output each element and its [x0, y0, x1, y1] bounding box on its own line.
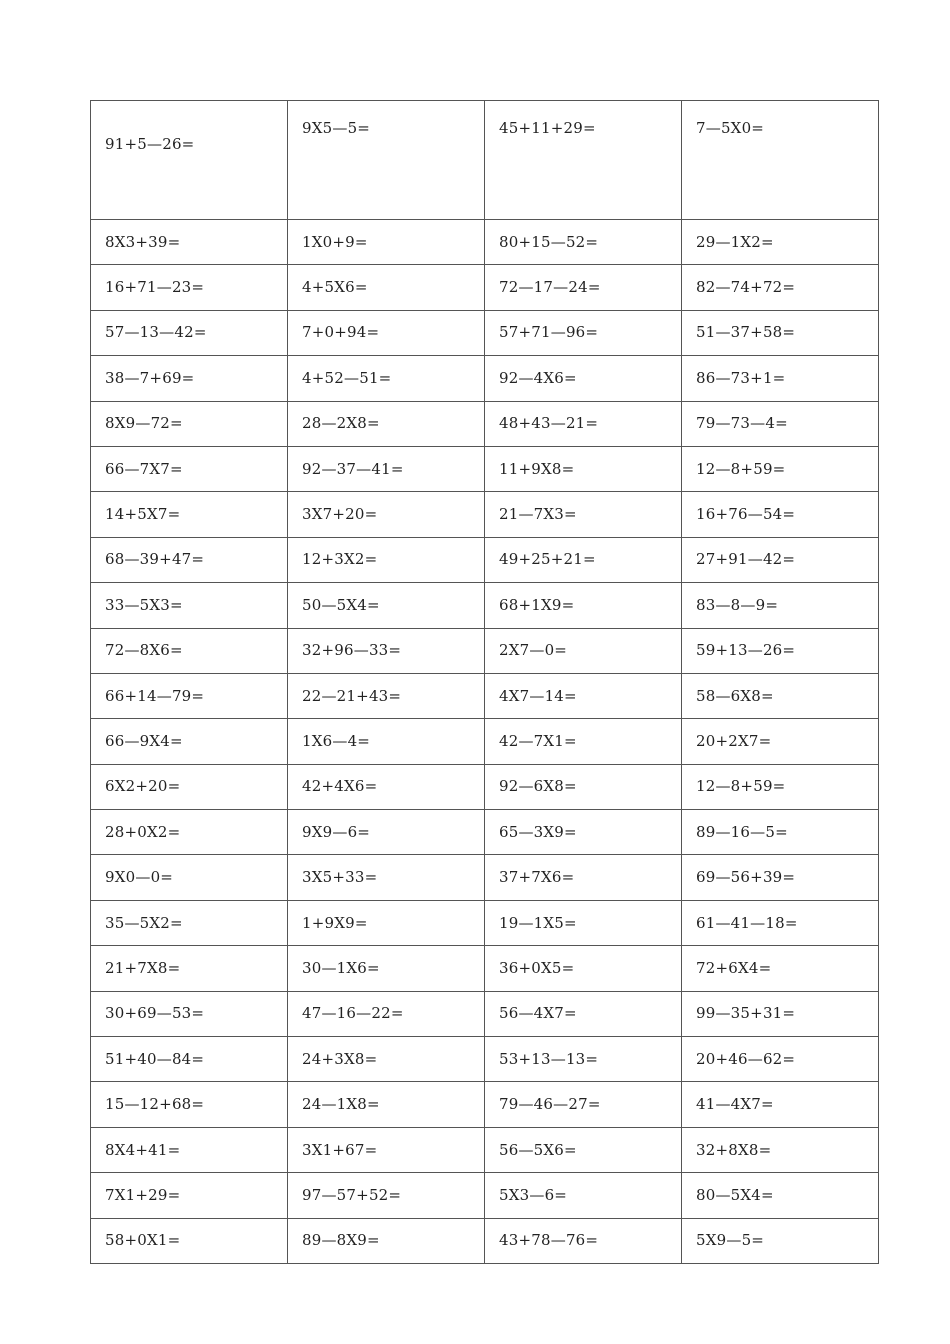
worksheet-row	[91, 719, 879, 764]
problem-cell: 32+96—33=	[288, 628, 485, 673]
worksheet-row	[91, 946, 879, 991]
worksheet-row	[91, 310, 879, 355]
problem-cell: 47—16—22=	[288, 991, 485, 1036]
problem-cell: 53+13—13=	[485, 1037, 682, 1082]
problem-cell: 42+4X6=	[288, 764, 485, 809]
problem-cell: 7X1+29=	[91, 1173, 288, 1218]
problem-cell: 5X3—6=	[485, 1173, 682, 1218]
problem-cell: 6X2+20=	[91, 764, 288, 809]
problem-cell: 9X5—5=	[288, 101, 485, 220]
worksheet-row	[91, 1037, 879, 1082]
problem-cell: 22—21+43=	[288, 673, 485, 718]
problem-cell: 89—8X9=	[288, 1218, 485, 1263]
problem-cell: 92—4X6=	[485, 356, 682, 401]
problem-cell: 89—16—5=	[682, 810, 879, 855]
worksheet-row	[91, 446, 879, 491]
worksheet-row	[91, 1218, 879, 1263]
problem-cell: 7—5X0=	[682, 101, 879, 220]
problem-cell: 65—3X9=	[485, 810, 682, 855]
problem-cell: 16+71—23=	[91, 265, 288, 310]
problem-cell: 3X7+20=	[288, 492, 485, 537]
problem-cell: 33—5X3=	[91, 583, 288, 628]
problem-cell: 72—17—24=	[485, 265, 682, 310]
problem-cell: 12—8+59=	[682, 446, 879, 491]
problem-cell: 12+3X2=	[288, 537, 485, 582]
worksheet-row	[91, 583, 879, 628]
problem-cell: 9X0—0=	[91, 855, 288, 900]
worksheet-row	[91, 764, 879, 809]
worksheet-row	[91, 1173, 879, 1218]
problem-cell: 82—74+72=	[682, 265, 879, 310]
problem-cell: 41—4X7=	[682, 1082, 879, 1127]
problem-cell: 15—12+68=	[91, 1082, 288, 1127]
problem-cell: 72+6X4=	[682, 946, 879, 991]
problem-cell: 99—35+31=	[682, 991, 879, 1036]
problem-cell: 97—57+52=	[288, 1173, 485, 1218]
problem-cell: 9X9—6=	[288, 810, 485, 855]
problem-cell: 8X3+39=	[91, 220, 288, 265]
problem-cell: 24+3X8=	[288, 1037, 485, 1082]
worksheet-row	[91, 900, 879, 945]
worksheet-row	[91, 492, 879, 537]
problem-cell: 80+15—52=	[485, 220, 682, 265]
problem-cell: 19—1X5=	[485, 900, 682, 945]
problem-cell: 29—1X2=	[682, 220, 879, 265]
problem-cell: 58+0X1=	[91, 1218, 288, 1263]
worksheet-row	[91, 537, 879, 582]
problem-cell: 30+69—53=	[91, 991, 288, 1036]
problem-cell: 50—5X4=	[288, 583, 485, 628]
problem-cell: 8X4+41=	[91, 1127, 288, 1172]
problem-cell: 28+0X2=	[91, 810, 288, 855]
problem-cell: 69—56+39=	[682, 855, 879, 900]
problem-cell: 20+46—62=	[682, 1037, 879, 1082]
problem-cell: 66+14—79=	[91, 673, 288, 718]
problem-cell: 27+91—42=	[682, 537, 879, 582]
worksheet-row	[91, 356, 879, 401]
problem-cell: 66—7X7=	[91, 446, 288, 491]
problem-cell: 79—46—27=	[485, 1082, 682, 1127]
worksheet-row	[91, 855, 879, 900]
problem-cell: 86—73+1=	[682, 356, 879, 401]
problem-cell: 56—5X6=	[485, 1127, 682, 1172]
problem-cell: 2X7—0=	[485, 628, 682, 673]
problem-cell: 51—37+58=	[682, 310, 879, 355]
problem-cell: 68+1X9=	[485, 583, 682, 628]
problem-cell: 58—6X8=	[682, 673, 879, 718]
problem-cell: 51+40—84=	[91, 1037, 288, 1082]
worksheet-body	[91, 101, 879, 1264]
problem-cell: 68—39+47=	[91, 537, 288, 582]
worksheet-row	[91, 1082, 879, 1127]
problem-cell: 59+13—26=	[682, 628, 879, 673]
problem-cell: 21—7X3=	[485, 492, 682, 537]
problem-cell: 28—2X8=	[288, 401, 485, 446]
problem-cell: 80—5X4=	[682, 1173, 879, 1218]
worksheet-row	[91, 401, 879, 446]
problem-cell: 43+78—76=	[485, 1218, 682, 1263]
worksheet-row	[91, 265, 879, 310]
problem-cell: 5X9—5=	[682, 1218, 879, 1263]
problem-cell: 3X1+67=	[288, 1127, 485, 1172]
problem-cell: 36+0X5=	[485, 946, 682, 991]
problem-cell: 92—6X8=	[485, 764, 682, 809]
arithmetic-worksheet-table	[90, 100, 879, 1264]
problem-cell: 66—9X4=	[91, 719, 288, 764]
problem-cell: 16+76—54=	[682, 492, 879, 537]
worksheet-row	[91, 810, 879, 855]
problem-cell: 8X9—72=	[91, 401, 288, 446]
problem-cell: 38—7+69=	[91, 356, 288, 401]
problem-cell: 3X5+33=	[288, 855, 485, 900]
problem-cell: 1X6—4=	[288, 719, 485, 764]
problem-cell: 92—37—41=	[288, 446, 485, 491]
problem-cell: 72—8X6=	[91, 628, 288, 673]
problem-cell: 14+5X7=	[91, 492, 288, 537]
worksheet-row	[91, 628, 879, 673]
problem-cell: 24—1X8=	[288, 1082, 485, 1127]
problem-cell: 37+7X6=	[485, 855, 682, 900]
problem-cell: 4+52—51=	[288, 356, 485, 401]
problem-cell: 42—7X1=	[485, 719, 682, 764]
worksheet-row	[91, 101, 879, 220]
problem-cell: 1X0+9=	[288, 220, 485, 265]
problem-cell: 45+11+29=	[485, 101, 682, 220]
problem-cell: 7+0+94=	[288, 310, 485, 355]
worksheet-row	[91, 673, 879, 718]
problem-cell: 49+25+21=	[485, 537, 682, 582]
problem-cell: 35—5X2=	[91, 900, 288, 945]
problem-cell: 21+7X8=	[91, 946, 288, 991]
problem-cell: 32+8X8=	[682, 1127, 879, 1172]
problem-cell: 48+43—21=	[485, 401, 682, 446]
problem-cell: 61—41—18=	[682, 900, 879, 945]
problem-cell: 20+2X7=	[682, 719, 879, 764]
problem-cell: 83—8—9=	[682, 583, 879, 628]
problem-cell: 1+9X9=	[288, 900, 485, 945]
problem-cell: 4+5X6=	[288, 265, 485, 310]
worksheet-row	[91, 220, 879, 265]
problem-cell: 56—4X7=	[485, 991, 682, 1036]
problem-cell: 91+5—26=	[91, 101, 288, 220]
problem-cell: 79—73—4=	[682, 401, 879, 446]
problem-cell: 11+9X8=	[485, 446, 682, 491]
worksheet-row	[91, 1127, 879, 1172]
worksheet-row	[91, 991, 879, 1036]
problem-cell: 30—1X6=	[288, 946, 485, 991]
problem-cell: 57+71—96=	[485, 310, 682, 355]
problem-cell: 12—8+59=	[682, 764, 879, 809]
problem-cell: 4X7—14=	[485, 673, 682, 718]
problem-cell: 57—13—42=	[91, 310, 288, 355]
